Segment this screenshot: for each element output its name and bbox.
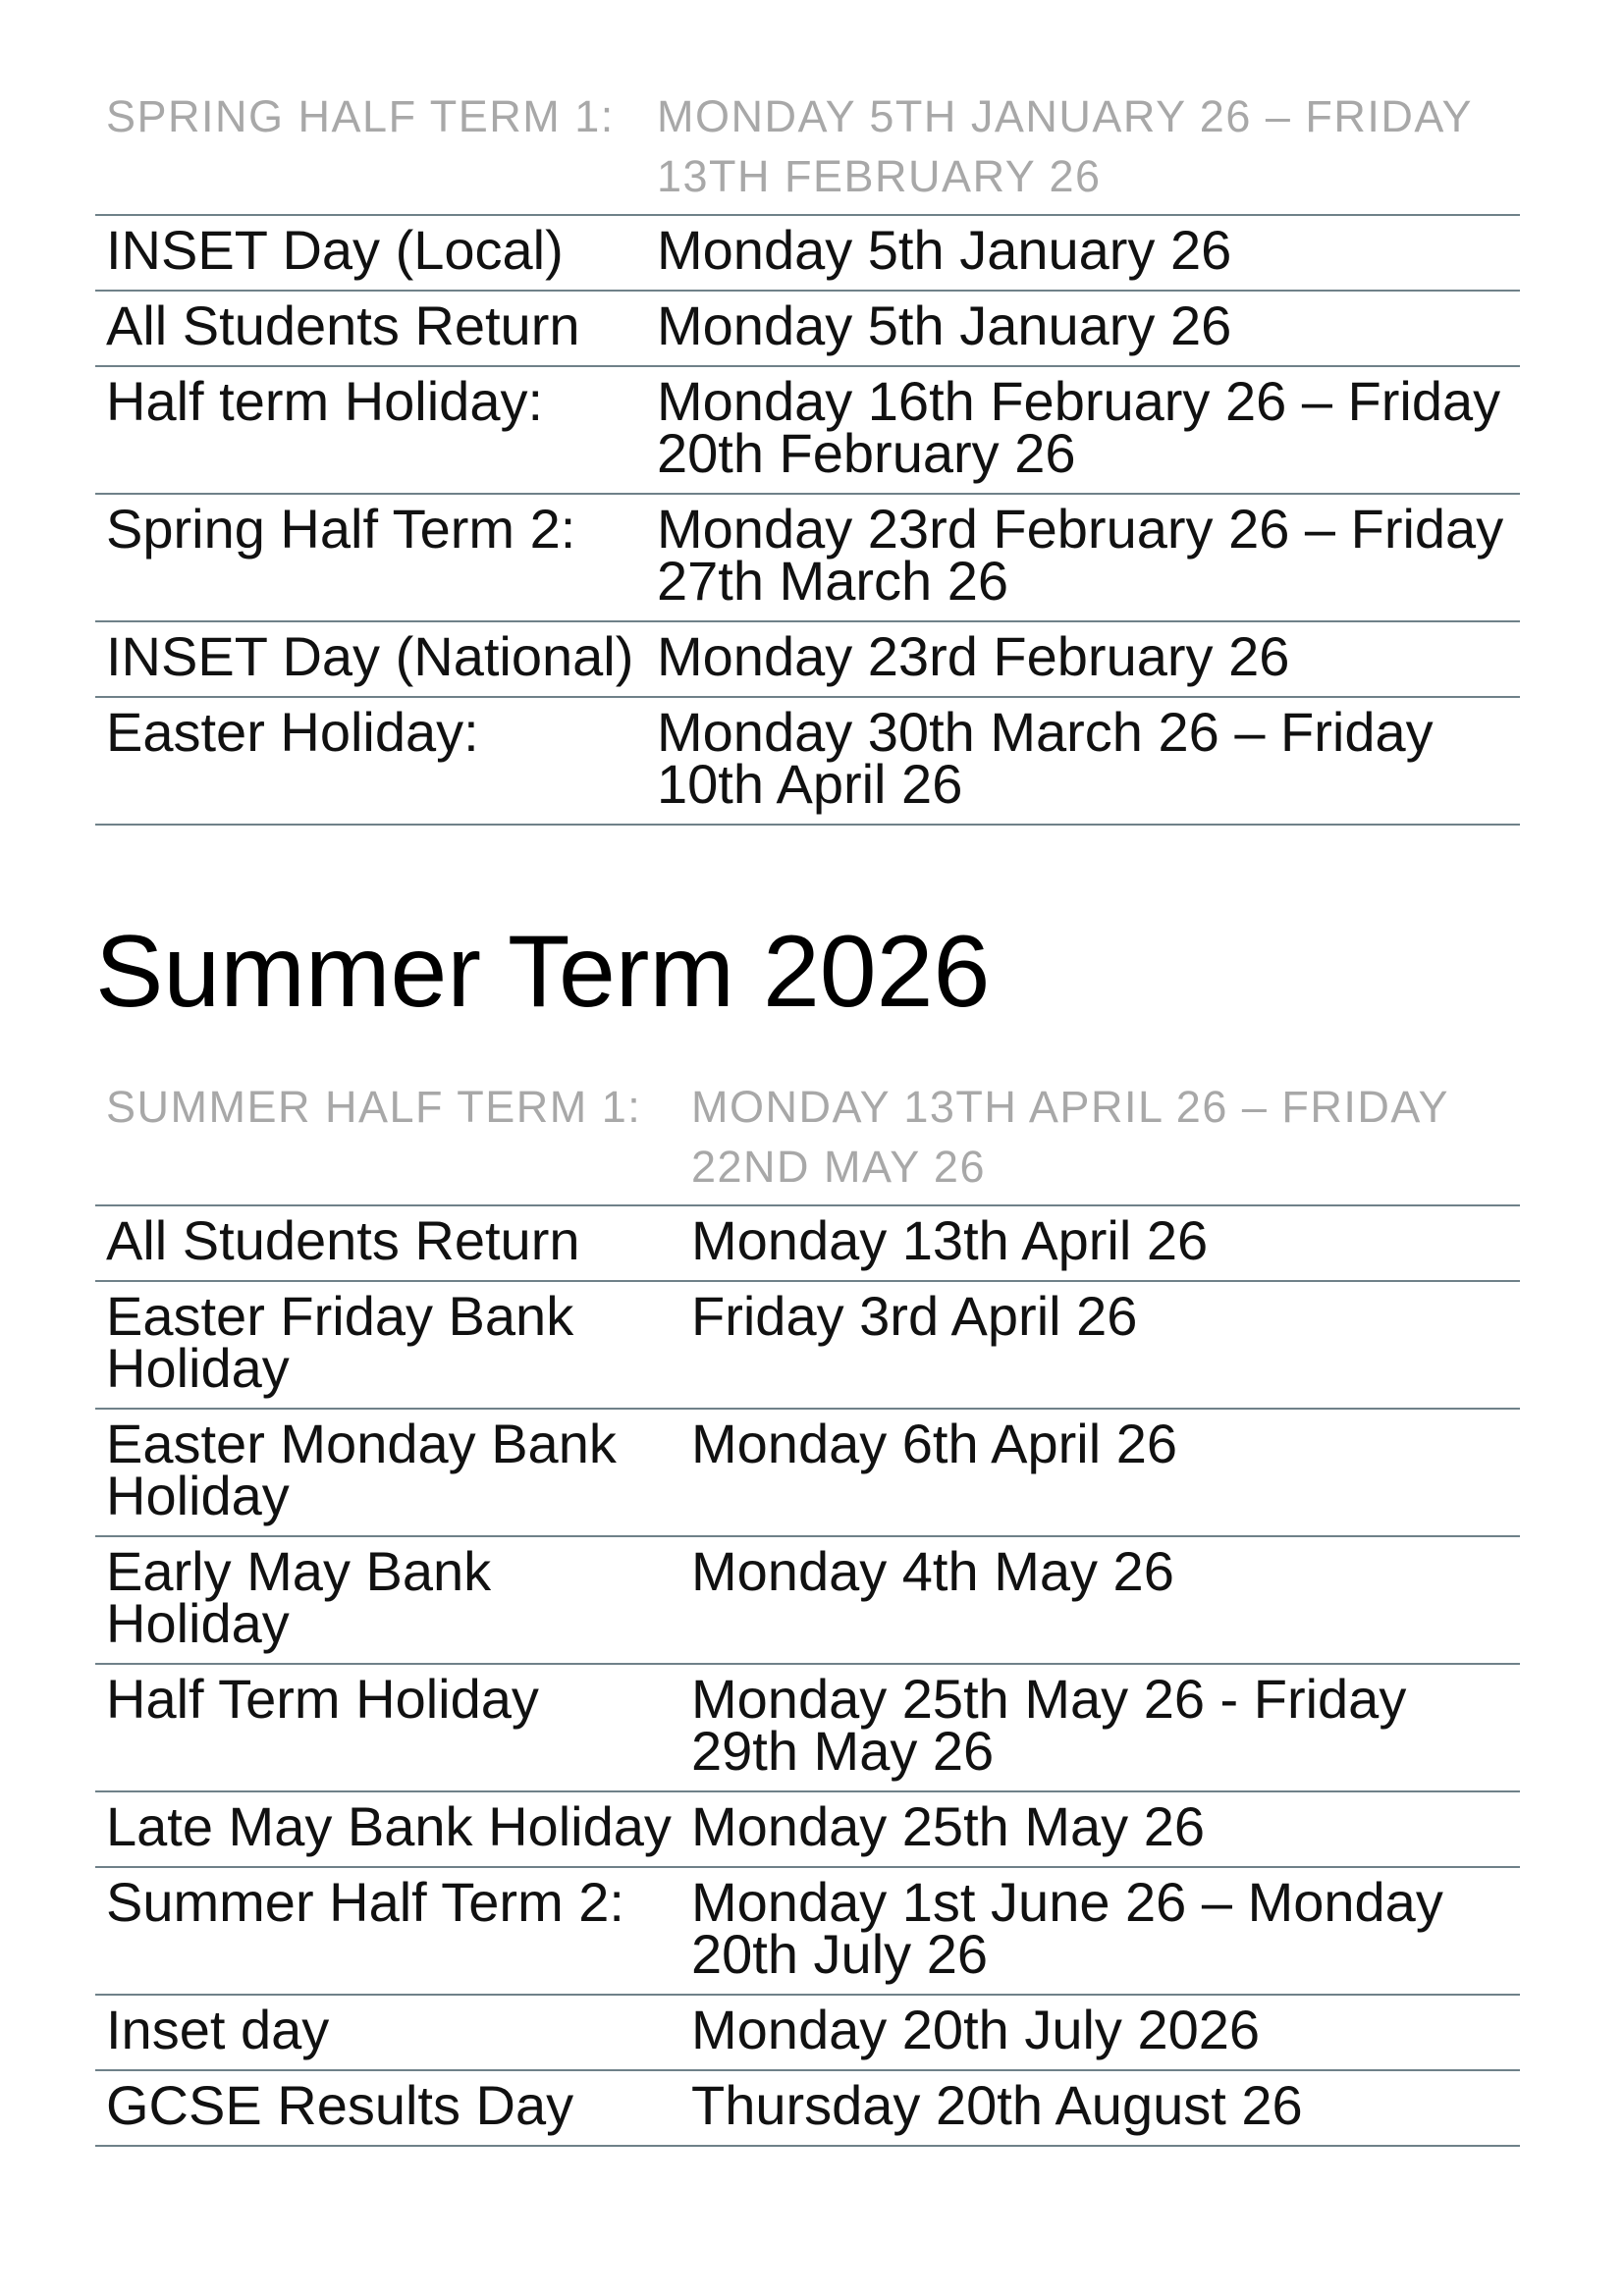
table-row: [95, 1791, 1520, 1867]
table-row: [95, 494, 1520, 621]
header-label: SUMMER HALF TERM 1:: [95, 1077, 680, 1205]
row-label: All Students Return: [95, 1205, 680, 1281]
row-label: Early May Bank Holiday: [95, 1536, 680, 1664]
table-row: [95, 621, 1520, 697]
header-value: MONDAY 13TH APRIL 26 – FRIDAY 22ND MAY 26: [680, 1077, 1520, 1205]
row-value: Monday 1st June 26 – Monday 20th July 26: [680, 1867, 1520, 1995]
row-value: Monday 25th May 26 - Friday 29th May 26: [680, 1664, 1520, 1791]
row-value: Friday 3rd April 26: [680, 1281, 1520, 1409]
row-label: Easter Monday Bank Holiday: [95, 1409, 680, 1536]
row-value: Monday 25th May 26: [680, 1791, 1520, 1867]
row-label: Spring Half Term 2:: [95, 494, 646, 621]
row-label: All Students Return: [95, 291, 646, 366]
table-header-row: [95, 86, 1520, 215]
row-value: Monday 16th February 26 – Friday 20th February 26: [646, 366, 1520, 494]
table-row: [95, 1867, 1520, 1995]
row-value: Monday 5th January 26: [646, 215, 1520, 291]
header-value: MONDAY 5TH JANUARY 26 – FRIDAY 13TH FEBRUARY 26: [646, 86, 1520, 215]
row-label: GCSE Results Day: [95, 2070, 680, 2146]
row-value: Monday 23rd February 26 – Friday 27th March 26: [646, 494, 1520, 621]
row-value: Monday 23rd February 26: [646, 621, 1520, 697]
table-row: [95, 1536, 1520, 1664]
row-label: Half Term Holiday: [95, 1664, 680, 1791]
row-label: Half term Holiday:: [95, 366, 646, 494]
row-label: Late May Bank Holiday: [95, 1791, 680, 1867]
table-row: [95, 1281, 1520, 1409]
row-label: INSET Day (Local): [95, 215, 646, 291]
summer-term-table: [95, 1077, 1520, 2147]
row-value: Monday 6th April 26: [680, 1409, 1520, 1536]
spring-term-table: [95, 86, 1520, 826]
table-row: [95, 1205, 1520, 1281]
row-label: Summer Half Term 2:: [95, 1867, 680, 1995]
summer-term-heading: Summer Term 2026: [95, 915, 991, 1029]
row-label: Easter Holiday:: [95, 697, 646, 825]
table-row: [95, 1995, 1520, 2070]
row-label: Inset day: [95, 1995, 680, 2070]
table-row: [95, 366, 1520, 494]
row-value: Monday 5th January 26: [646, 291, 1520, 366]
row-value: Monday 20th July 2026: [680, 1995, 1520, 2070]
table-row: [95, 1664, 1520, 1791]
table-row: [95, 2070, 1520, 2146]
table-row: [95, 291, 1520, 366]
row-label: Easter Friday Bank Holiday: [95, 1281, 680, 1409]
row-value: Monday 4th May 26: [680, 1536, 1520, 1664]
row-value: Thursday 20th August 26: [680, 2070, 1520, 2146]
table-row: [95, 215, 1520, 291]
row-value: Monday 13th April 26: [680, 1205, 1520, 1281]
row-value: Monday 30th March 26 – Friday 10th April 26: [646, 697, 1520, 825]
table-header-row: [95, 1077, 1520, 1205]
table-row: [95, 1409, 1520, 1536]
table-row: [95, 697, 1520, 825]
row-label: INSET Day (National): [95, 621, 646, 697]
header-label: SPRING HALF TERM 1:: [95, 86, 646, 215]
